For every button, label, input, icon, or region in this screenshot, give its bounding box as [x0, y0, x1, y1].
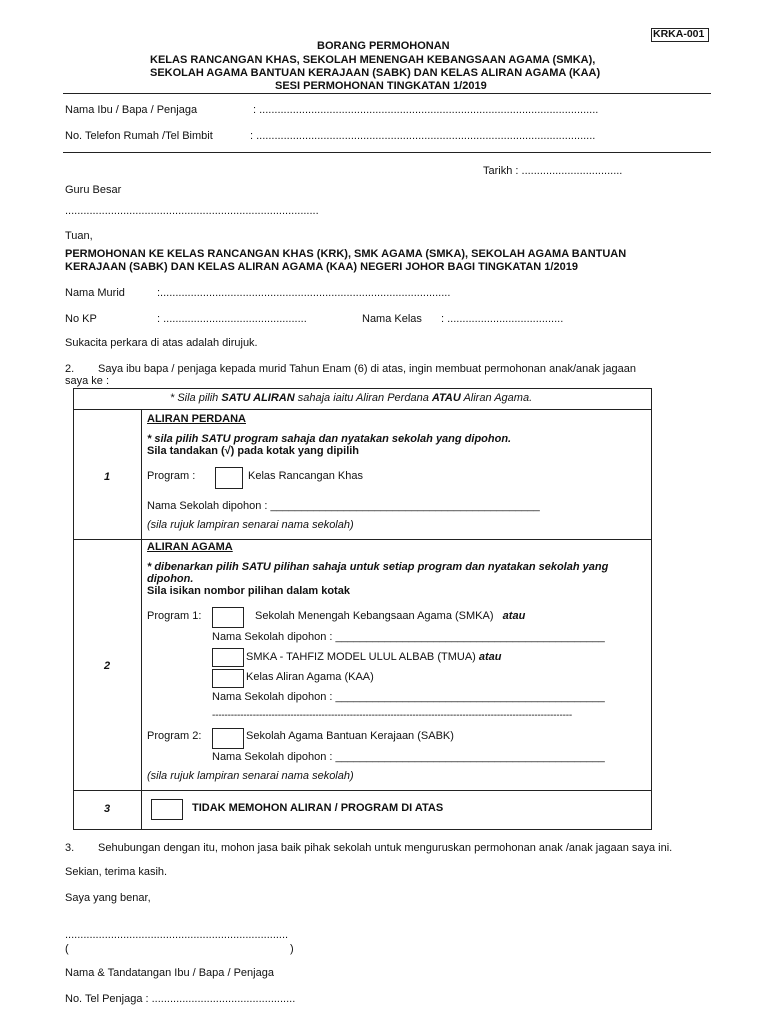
paragraph-3-number: 3.	[65, 842, 75, 854]
not-applying-label: TIDAK MEMOHON ALIRAN / PROGRAM DI ATAS	[192, 802, 444, 814]
not-applying-checkbox[interactable]	[151, 799, 183, 820]
tmua-option-text: SMKA - TAHFIZ MODEL ULUL ALBAB (TMUA)	[246, 651, 476, 663]
guardian-phone-field[interactable]: No. Tel Penjaga : ...............................................	[65, 993, 296, 1005]
tmua-option-label	[246, 651, 502, 663]
signature-caption: Nama & Tandatangan Ibu / Bapa / Penjaga	[65, 967, 274, 979]
row-1-school-field[interactable]: Nama Sekolah dipohon : ____________________________________________	[147, 500, 540, 512]
salutation: Tuan,	[65, 230, 93, 242]
signature-field[interactable]: .........................................................................	[65, 929, 289, 941]
table-note-text: * Sila pilih	[170, 392, 222, 404]
row-2-instruction-2: dipohon.	[147, 573, 194, 585]
paragraph-2-line-1: Saya ibu bapa / penjaga kepada murid Tahun Enam (6) di atas, ingin membuat permohonan anak/anak jagaan	[98, 363, 636, 375]
smka-checkbox[interactable]	[212, 607, 244, 628]
header-line-4: SESI PERMOHONAN TINGKATAN 1/2019	[275, 80, 487, 92]
subject-line-2: KERAJAAN (SABK) DAN KELAS ALIRAN AGAMA (KAA) NEGERI JOHOR BAGI TINGKATAN 1/2019	[65, 261, 578, 273]
row-2-instruction-3: Sila isikan nombor pilihan dalam kotak	[147, 585, 350, 597]
paragraph-2-number: 2.	[65, 363, 75, 375]
row-1-instruction-1: * sila pilih SATU program sahaja dan nyatakan sekolah yang dipohon.	[147, 433, 512, 445]
date-field[interactable]: Tarikh : .................................	[483, 165, 623, 177]
program-separator: -------------------------------------------------------------------------------------------------------------------	[212, 710, 572, 721]
row-2-reference: (sila rujuk lampiran senarai nama sekolah)	[147, 770, 354, 782]
table-note-text-end: Aliran Agama.	[460, 392, 533, 404]
sabk-school-field[interactable]: Nama Sekolah dipohon : ____________________________________________	[212, 751, 605, 763]
kaa-checkbox[interactable]	[212, 669, 244, 688]
parent-name-field[interactable]: : ...............................................................................................................	[253, 104, 599, 116]
header-line-2: KELAS RANCANGAN KHAS, SEKOLAH MENENGAH KEBANGSAAN AGAMA (SMKA),	[150, 54, 596, 66]
student-class-label: Nama Kelas	[362, 313, 422, 325]
student-ic-field[interactable]: : ...............................................	[157, 313, 307, 325]
table-note-emphasis-2: ATAU	[431, 392, 461, 404]
table-col-divider	[141, 409, 142, 829]
row-1-title: ALIRAN PERDANA	[147, 413, 246, 425]
parent-name-label: Nama Ibu / Bapa / Penjaga	[65, 104, 198, 116]
table-note	[170, 392, 532, 404]
row-1-number: 1	[104, 471, 111, 483]
header-divider	[63, 93, 711, 94]
smka-option-atau: atau	[502, 610, 526, 622]
row-1-reference: (sila rujuk lampiran senarai nama sekolah)	[147, 519, 354, 531]
smka-option-label	[255, 610, 525, 622]
row-1-program-label: Program :	[147, 470, 196, 482]
tmua-option-atau: atau	[478, 651, 502, 663]
signature-paren-open: (	[65, 943, 69, 955]
paragraph-3: Sehubungan dengan itu, mohon jasa baik pihak sekolah untuk menguruskan permohonan anak /anak jagaan saya ini.	[98, 842, 673, 854]
recipient-title: Guru Besar	[65, 184, 122, 196]
krk-checkbox[interactable]	[215, 467, 243, 489]
table-row-divider-note	[73, 409, 652, 410]
table-row-divider-1	[73, 539, 652, 540]
subject-line-1: PERMOHONAN KE KELAS RANCANGAN KHAS (KRK), SMK AGAMA (SMKA), SEKOLAH AGAMA BANTUAN	[65, 248, 627, 260]
row-2-instruction-1: * dibenarkan pilih SATU pilihan sahaja untuk setiap program dan nyatakan sekolah yang	[147, 561, 609, 573]
paragraph-2-line-2: saya ke :	[65, 375, 110, 387]
recipient-field[interactable]: ...................................................................................	[65, 205, 319, 217]
row-1-program-option: Kelas Rancangan Khas	[248, 470, 363, 482]
signature-paren-close: )	[290, 943, 294, 955]
student-name-label: Nama Murid	[65, 287, 125, 299]
closing-thanks: Sekian, terima kasih.	[65, 866, 168, 878]
row-2-title: ALIRAN AGAMA	[147, 541, 233, 553]
parent-phone-field[interactable]: : ...............................................................................................................	[250, 130, 596, 142]
paragraph-1: Sukacita perkara di atas adalah dirujuk.	[65, 337, 258, 349]
header-line-1: BORANG PERMOHONAN	[317, 40, 450, 52]
kaa-option-label: Kelas Aliran Agama (KAA)	[246, 671, 374, 683]
sabk-checkbox[interactable]	[212, 728, 244, 749]
kaa-school-field[interactable]: Nama Sekolah dipohon : ____________________________________________	[212, 691, 605, 703]
program-2-label: Program 2:	[147, 730, 202, 742]
smka-option-text: Sekolah Menengah Kebangsaan Agama (SMKA)	[255, 610, 494, 622]
form-code: KRKA-001	[653, 28, 705, 40]
student-ic-label: No KP	[65, 313, 97, 325]
smka-school-field[interactable]: Nama Sekolah dipohon : ____________________________________________	[212, 631, 605, 643]
table-note-text-mid: sahaja iaitu Aliran Perdana	[294, 392, 432, 404]
tmua-checkbox[interactable]	[212, 648, 244, 667]
row-2-number: 2	[104, 660, 111, 672]
parent-divider	[63, 152, 711, 153]
student-name-field[interactable]: :...............................................................................................	[157, 287, 451, 299]
student-class-field[interactable]: : ......................................	[441, 313, 564, 325]
parent-phone-label: No. Telefon Rumah /Tel Bimbit	[65, 130, 213, 142]
header-line-3: SEKOLAH AGAMA BANTUAN KERAJAAN (SABK) DAN KELAS ALIRAN AGAMA (KAA)	[150, 67, 601, 79]
program-1-label: Program 1:	[147, 610, 202, 622]
closing-sincerely: Saya yang benar,	[65, 892, 151, 904]
sabk-option-label: Sekolah Agama Bantuan Kerajaan (SABK)	[246, 730, 454, 742]
table-row-divider-2	[73, 790, 652, 791]
table-note-emphasis-1: SATU ALIRAN	[221, 392, 295, 404]
row-1-instruction-2: Sila tandakan (√) pada kotak yang dipilih	[147, 445, 360, 457]
row-3-number: 3	[104, 803, 111, 815]
